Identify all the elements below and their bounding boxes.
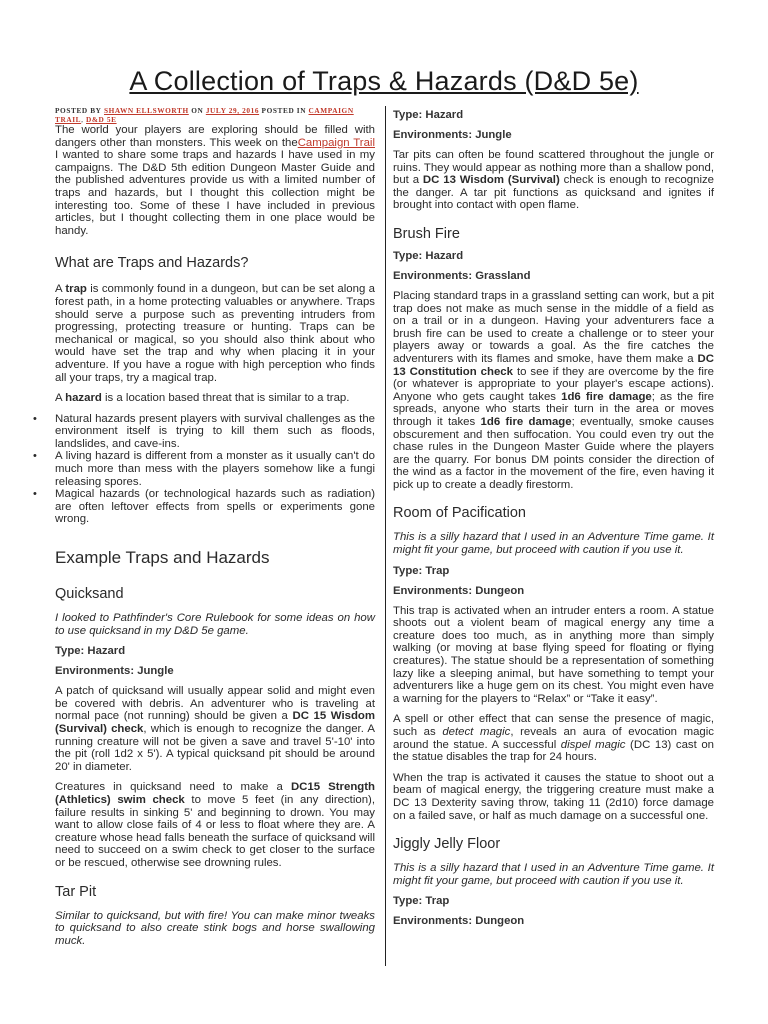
jelly-heading: Jiggly Jelly Floor	[393, 836, 501, 853]
date-link[interactable]: JULY 29, 2016	[205, 106, 260, 115]
qs-p2c: to move 5 feet (in any direction), failure results in sinking 5' and beginning to drown. You may want to allow close fails of 4 or less to float where they are. A creature whose head falls beneath the surface of quicksand will need to succeed on a swim check to get closer to the surface or be rescued, otherwise see drowning rules.	[55, 793, 375, 869]
on-label: ON	[191, 106, 204, 115]
pacification-heading: Room of Pacification	[393, 505, 526, 522]
jelly-environment: Environments: Dungeon	[393, 915, 525, 928]
category-link-dnd5e[interactable]: D&D 5E	[86, 115, 117, 124]
quicksand-type: Type: Hazard	[55, 645, 126, 658]
right-column	[393, 106, 714, 927]
brushfire-heading: Brush Fire	[393, 225, 460, 242]
bf-p1e: ; as the fire spreads, anyone who starts their turn in the area or moves through it takes	[393, 390, 714, 428]
qs-p1c: , which is enough to recognize the danger. A running creature will not be given a save and travel 5'-10' into the pit (roll 1d2 x 5'). A typical quicksand pit should be around 20' in diameter.	[55, 723, 375, 773]
bf-p1d: 1d6 fire damage	[561, 390, 652, 403]
author-link[interactable]: SHAWN ELLSWORTH	[104, 106, 189, 115]
pacification-type: Type: Trap	[393, 564, 450, 577]
column-divider	[385, 106, 386, 966]
example-heading: Example Traps and Hazards	[55, 548, 270, 568]
campaign-trail-link[interactable]: Campaign Trail	[297, 136, 375, 149]
tarpit-paragraph	[393, 149, 714, 212]
tarpit-environment: Environments: Jungle	[393, 129, 512, 141]
brushfire-type: Type: Hazard	[393, 249, 464, 262]
pc-p2e: (DC 13) cast on the statue disables the trap for 24 hours.	[393, 738, 714, 764]
list-item: • Magical hazards (or technological hazards such as radiation) are often leftover effects from spells or experiments gone wrong.	[55, 488, 375, 526]
jelly-type: Type: Trap	[393, 895, 450, 908]
brushfire-paragraph	[393, 290, 714, 492]
tp-p1b: DC 13 Wisdom (Survival)	[422, 174, 560, 187]
quicksand-paragraph-2	[55, 781, 375, 869]
intro-text-2: I wanted to share some traps and hazards I have used in my campaigns. The D&D 5th edition Dungeon Master Guide and the published adventures provide us with a limited number of traps and hazards, but I thought this collection might be interesting too. Some of these I have included in previous articles, but I thought collecting them in one place would be handy.	[55, 149, 375, 237]
pacification-paragraph-3: When the trap is activated it causes the statue to shoot out a beam of magical energy, the triggering creature must make a DC 13 Dexterity saving throw, taking 11 (2d10) force damage on a failed save, or half as much damage on a successful one.	[393, 771, 714, 822]
posted-in-label: POSTED IN	[261, 106, 307, 115]
qs-p1a: A patch of quicksand will usually appear solid and might even be covered with debris. An adventurer who is traveling at normal pace (not running) should be given a	[55, 685, 375, 723]
pc-p2d: dispel magic	[560, 738, 626, 751]
pc-p2b: detect magic	[442, 726, 511, 738]
pc-p2a: A spell or other effect that can sense the presence of magic, such as	[393, 713, 714, 738]
tp-p1c: check is enough to recognize the danger. A tar pit functions as quicksand and ignites if brought into contact with open flame.	[393, 174, 715, 212]
post-meta	[55, 106, 375, 124]
tarpit-note: Similar to quicksand, but with fire! You can make minor tweaks to quicksand to also create stink bogs and horse swallowing muck.	[55, 909, 375, 947]
pacification-paragraph-2	[393, 713, 714, 763]
tarpit-type: Type: Hazard	[393, 109, 464, 121]
pc-p2c: , reveals an aura of evocation magic around the statue. A successful	[393, 726, 714, 751]
list-item: • Natural hazards present players with survival challenges as the environment itself is trying to kill them such as floods, landslides, and cave-ins.	[55, 413, 375, 451]
hazard-definition	[55, 392, 375, 405]
quicksand-environment: Environments: Jungle	[55, 665, 174, 678]
pacification-note: This is a silly hazard that I used in an Adventure Time game. It might fit your game, but proceed with caution if you use it.	[393, 531, 714, 557]
category-link-campaign-trail[interactable]: CAMPAIGN TRAIL	[55, 106, 354, 124]
quicksand-heading: Quicksand	[55, 586, 124, 603]
qs-p2a: Creatures in quicksand need to make a	[55, 781, 291, 794]
qs-p2b: DC15 Strength (Athletics) swim check	[55, 781, 375, 806]
tp-p1a: Tar pits can often be found scattered throughout the jungle or ruins. They would appear as nothing more than a shallow pond, but a	[393, 149, 714, 187]
bf-p1f: 1d6 fire damage	[480, 415, 572, 428]
jelly-note: This is a silly hazard that I used in an Adventure Time game. It might fit your game, but proceed with caution if you use it.	[393, 862, 714, 887]
pacification-paragraph-1: This trap is activated when an intruder enters a room. A statue shoots out a violent beam of magical energy any time a creature does too much, as in anything more than simply walking (or moving at base flying speed for floating or flying creatures). The statue should be a representation of something lazy like a sleeping animal, but have something to tempt your adventurers like a huge gem on its chest. You might even have a warning for the players to “Relax” or “Take it easy”.	[393, 604, 714, 705]
page-title: A Collection of Traps & Hazards (D&D 5e)	[129, 66, 639, 96]
hazard-def-rest: is a location based threat that is similar to a trap.	[101, 392, 350, 405]
quicksand-paragraph-1	[55, 685, 375, 773]
bf-p1c: to see if they are overcome by the fire (or whatever is appropriate to your player's escape actions). Anyone who gets caught takes	[393, 365, 714, 403]
tarpit-heading: Tar Pit	[55, 883, 97, 900]
trap-def-rest: is commonly found in a dungeon, but can be set along a forest path, in a home protecting valuables or anywhere. Traps should serve a purpose such as preventing intruders from progressing, protecting treasure or hunting. Traps can be mechanical or magical, so you should also think about who would have set the trap and why when placing it in your adventure. If you have a rogue with high perception who finds all your traps, try a magical trap.	[55, 283, 375, 384]
pacification-environment: Environments: Dungeon	[393, 584, 525, 597]
list-item: • A living hazard is different from a monster as it usually can't do much more than mess with the players somehow like a fungi releasing spores.	[55, 450, 375, 488]
trap-definition	[55, 283, 375, 384]
bf-p1g: ; eventually, smoke causes obscurement and then suffocation. You could even try out the chase rules in the Dungeon Master Guide where the players are the quarry. For bonus DM points consider the direction of the wind as a factor in the movement of the fire, even having it pick up to create a deadly firestorm.	[393, 415, 714, 491]
trap-def-a: A	[55, 283, 66, 296]
left-column	[55, 106, 375, 947]
hazard-types-list	[55, 413, 375, 526]
hazard-word: hazard	[65, 392, 102, 405]
meta-separator: ,	[81, 115, 84, 124]
brushfire-environment: Environments: Grassland	[393, 269, 531, 282]
what-heading: What are Traps and Hazards?	[55, 255, 249, 272]
quicksand-note: I looked to Pathfinder's Core Rulebook for some ideas on how to use quicksand in my D&D 5e game.	[55, 612, 375, 637]
bf-p1a: Placing standard traps in a grassland setting can work, but a pit trap does not make as much sense in the middle of a field as on a trail or in a dungeon. Having your adventurers face a brush fire can be used to create a challenge or to steer your players away or towards a goal. As the fire catches the adventurers with its flames and smoke, have them make a	[393, 289, 714, 365]
intro-paragraph	[55, 124, 375, 237]
trap-word: trap	[65, 283, 87, 296]
qs-p1b: DC 15 Wisdom (Survival) check	[55, 710, 375, 735]
hazard-def-a: A	[55, 392, 66, 405]
bf-p1b: DC 13 Constitution check	[393, 352, 714, 378]
posted-by-label: POSTED BY	[55, 106, 102, 115]
intro-text-1: The world your players are exploring should be filled with dangers other than monsters. This week on the	[55, 124, 375, 149]
